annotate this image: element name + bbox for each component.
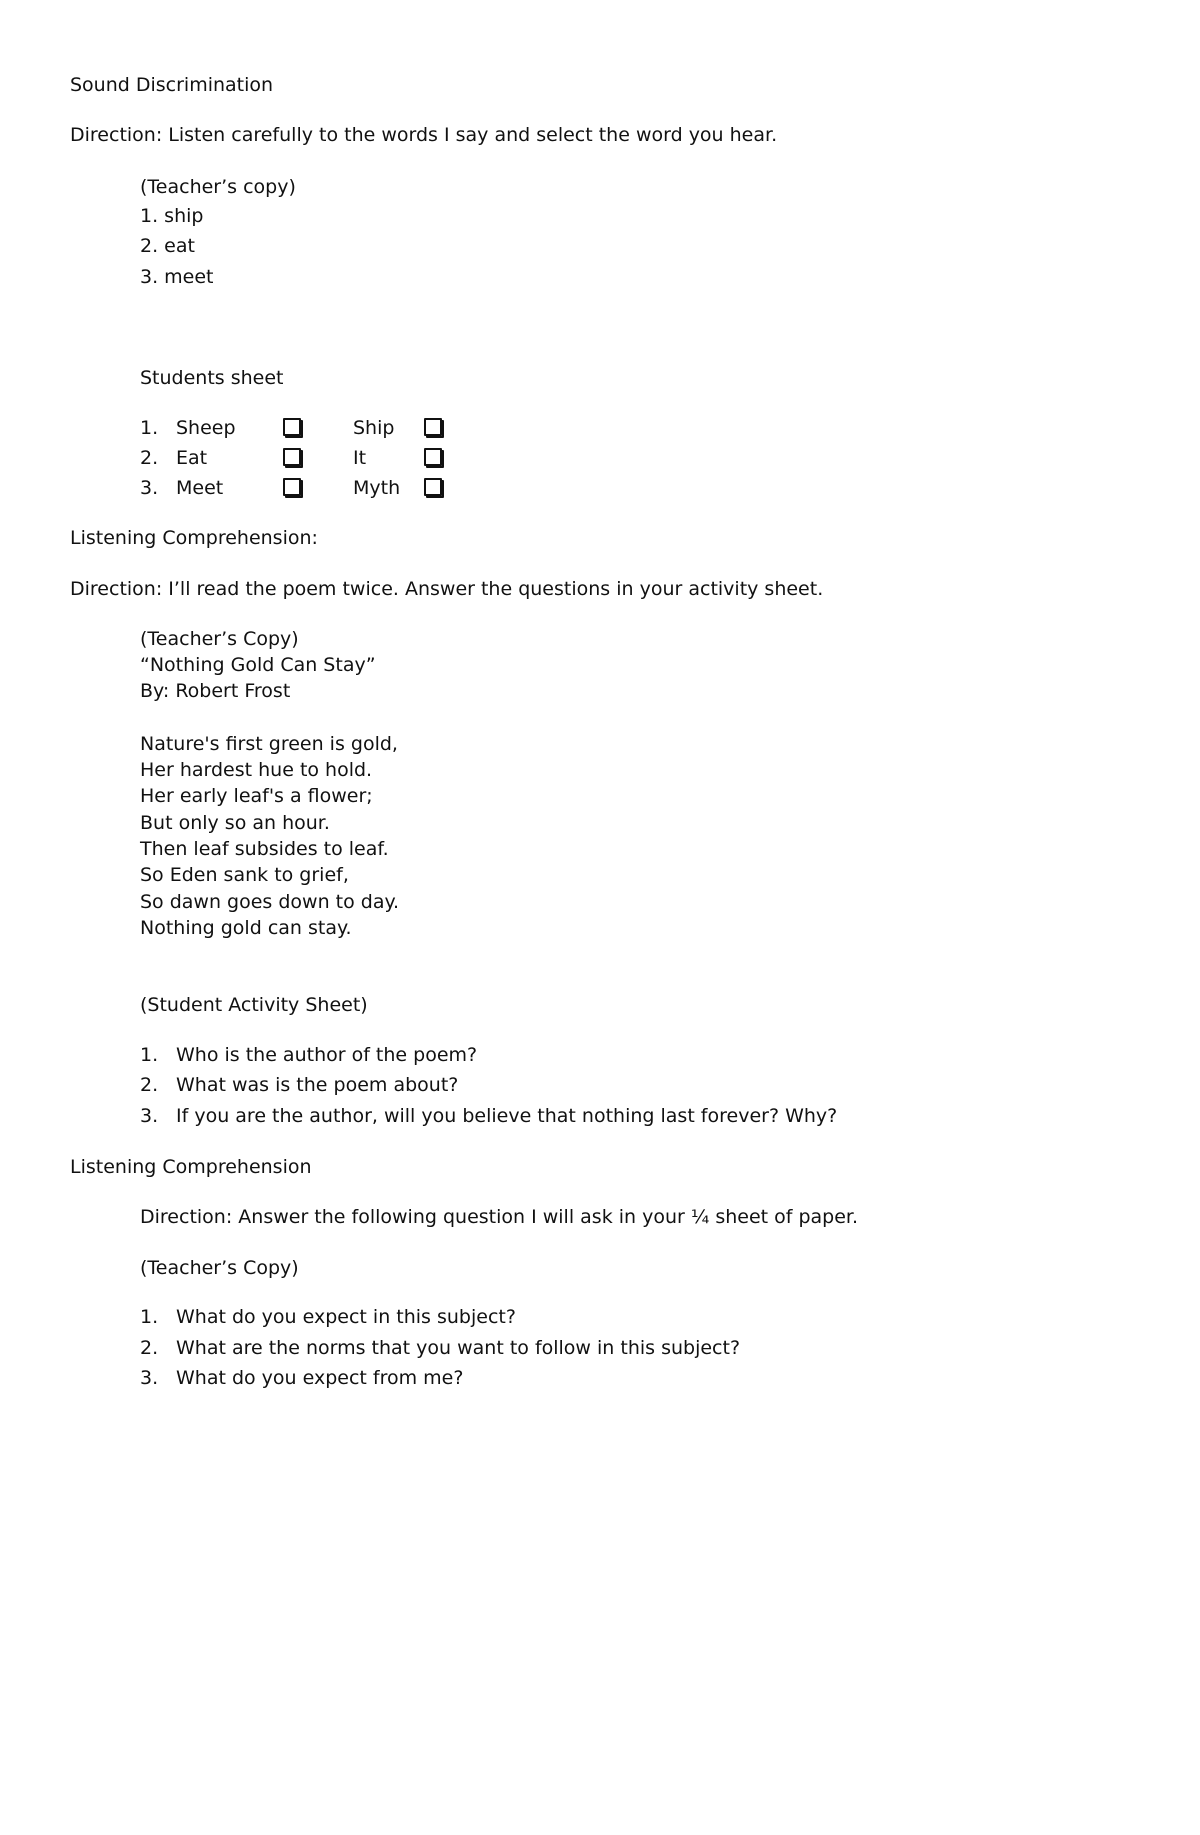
question-text: If you are the author, will you believe that nothing last forever? Why?: [176, 1105, 838, 1127]
students-sheet-label: Students sheet: [140, 367, 284, 389]
poem-line: Nature's first green is gold,: [140, 733, 398, 755]
word-option: Sheep: [176, 417, 236, 439]
direction-listening-comprehension-2: Direction: Answer the following question I will ask in your ¼ sheet of paper.: [140, 1206, 859, 1228]
question-text: What was is the poem about?: [176, 1074, 459, 1096]
teacher-copy-label: (Teacher’s Copy): [140, 1257, 299, 1279]
checkbox-icon[interactable]: [424, 478, 442, 496]
question-number: 1.: [140, 1044, 159, 1066]
word-option: Eat: [176, 447, 208, 469]
teacher-copy-label: (Teacher’s Copy): [140, 628, 299, 650]
question-number: 3.: [140, 1367, 159, 1389]
section-heading-listening-comprehension-2: Listening Comprehension: [70, 1156, 312, 1178]
teacher-item: 1. ship: [140, 205, 204, 227]
question-text: Who is the author of the poem?: [176, 1044, 478, 1066]
checkbox-icon[interactable]: [283, 448, 301, 466]
checkbox-icon[interactable]: [283, 478, 301, 496]
question-text: What do you expect from me?: [176, 1367, 464, 1389]
teacher-item: 2. eat: [140, 235, 195, 257]
checkbox-icon[interactable]: [424, 418, 442, 436]
direction-listening-comprehension: Direction: I’ll read the poem twice. Answer the questions in your activity sheet.: [70, 578, 824, 600]
question-number: 3.: [140, 1105, 159, 1127]
question-text: What are the norms that you want to follow in this subject?: [176, 1337, 741, 1359]
poem-line: Nothing gold can stay.: [140, 917, 352, 939]
question-number: 2.: [140, 1337, 159, 1359]
row-number: 2.: [140, 447, 159, 469]
poem-title: “Nothing Gold Can Stay”: [140, 654, 376, 676]
checkbox-icon[interactable]: [283, 418, 301, 436]
question-number: 2.: [140, 1074, 159, 1096]
word-option: Ship: [353, 417, 395, 439]
poem-author: By: Robert Frost: [140, 680, 291, 702]
poem-line: So Eden sank to grief,: [140, 864, 349, 886]
poem-line: But only so an hour.: [140, 812, 330, 834]
checkbox-icon[interactable]: [424, 448, 442, 466]
word-option: It: [353, 447, 367, 469]
question-text: What do you expect in this subject?: [176, 1306, 516, 1328]
word-option: Myth: [353, 477, 401, 499]
poem-line: Her hardest hue to hold.: [140, 759, 373, 781]
section-heading-sound-discrimination: Sound Discrimination: [70, 74, 274, 96]
question-number: 1.: [140, 1306, 159, 1328]
row-number: 1.: [140, 417, 159, 439]
word-option: Meet: [176, 477, 224, 499]
section-heading-listening-comprehension: Listening Comprehension:: [70, 527, 318, 549]
teacher-item: 3. meet: [140, 266, 214, 288]
poem-line: So dawn goes down to day.: [140, 891, 400, 913]
poem-line: Her early leaf's a flower;: [140, 785, 373, 807]
poem-line: Then leaf subsides to leaf.: [140, 838, 389, 860]
direction-sound-discrimination: Direction: Listen carefully to the words I say and select the word you hear.: [70, 124, 778, 146]
row-number: 3.: [140, 477, 159, 499]
student-activity-sheet-label: (Student Activity Sheet): [140, 994, 368, 1016]
teacher-copy-label: (Teacher’s copy): [140, 176, 296, 198]
